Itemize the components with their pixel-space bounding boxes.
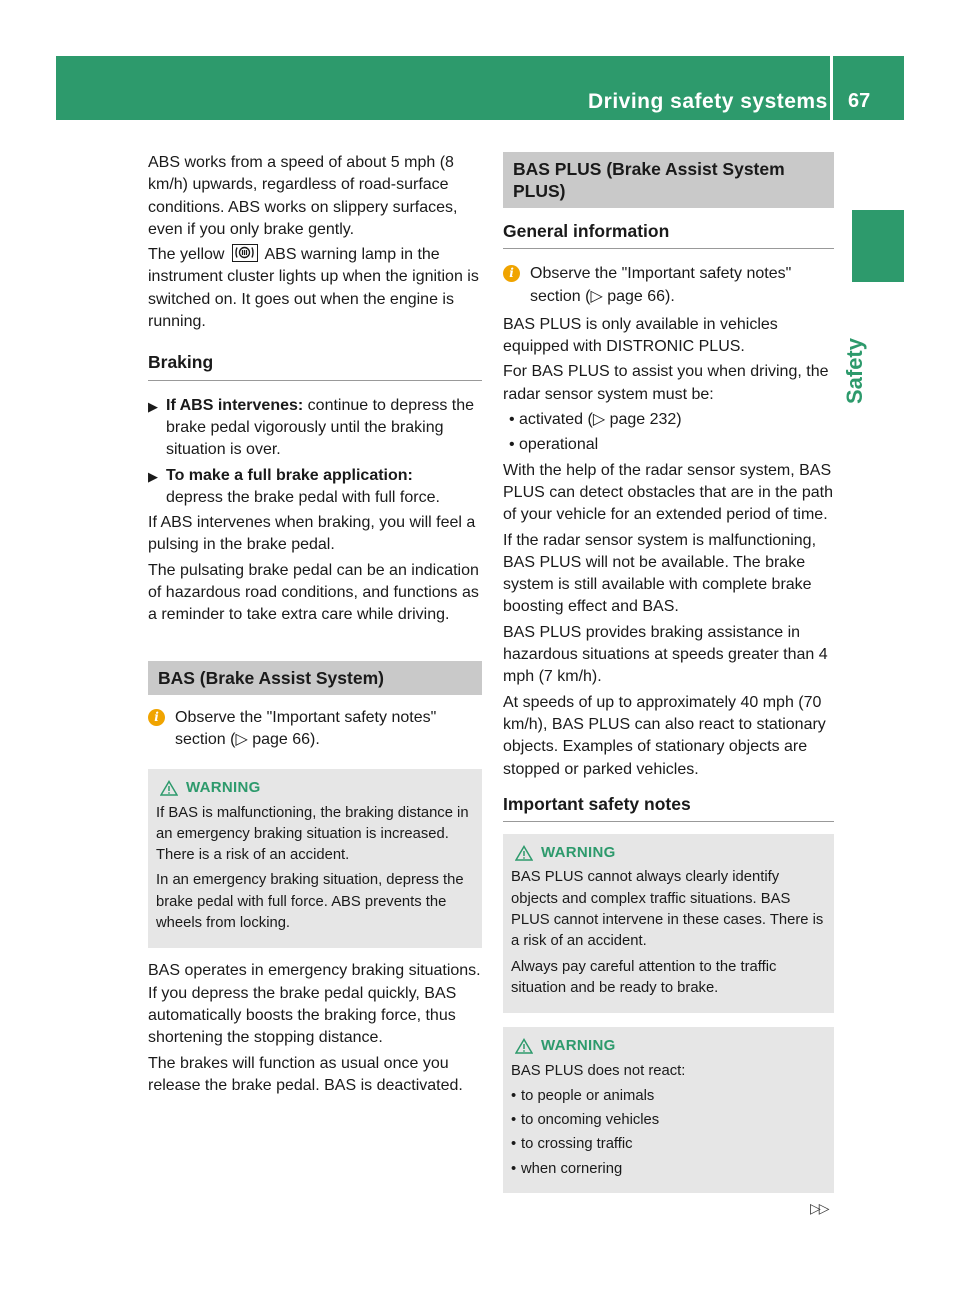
warning-header: [511, 842, 826, 863]
step-bold: If ABS intervenes:: [166, 396, 304, 414]
radar-detect-paragraph: With the help of the radar sensor system, BAS PLUS can detect obstacles that are in the path of your vehicle for an extended period of time.: [503, 461, 833, 524]
side-tab-marker: [852, 210, 904, 282]
warning-triangle-icon: [515, 845, 533, 861]
continue-arrows-icon: ▷▷: [810, 1200, 828, 1216]
bullet-dot: •: [511, 1112, 517, 1129]
bullet-dot: •: [511, 1087, 517, 1104]
step-text: [166, 465, 440, 510]
abs-pulsing-paragraph: If ABS intervenes when braking, you will feel a pulsing in the brake pedal.: [148, 514, 476, 554]
bas-plus-info-note: [503, 263, 834, 308]
warning-triangle-icon: [515, 1038, 533, 1054]
step-arrow-icon: ▶: [148, 398, 158, 414]
right-column: [503, 152, 834, 1203]
bas-operates-paragraph: BAS operates in emergency braking situations. If you depress the brake pedal quickly, BAS automatically boosts the braking force, thus shortening the stopping distance.: [148, 962, 481, 1047]
list-item-text: operational: [519, 436, 599, 454]
abs-speed-paragraph: ABS works from a speed of about 5 mph (8 km/h) upwards, regardless of road-surface conditions. ABS works on slippery surfaces, even if you only brake gently.: [148, 154, 458, 238]
abs-lamp-text-before: The yellow: [148, 246, 225, 264]
header-divider: [830, 56, 833, 120]
list-item-text: when cornering: [521, 1160, 623, 1177]
list-item: [511, 1159, 826, 1180]
bas-plus-warning-box-1: [503, 834, 834, 1013]
abs-warning-lamp-icon: [232, 244, 258, 262]
step-bold: To make a full brake application:: [166, 466, 413, 484]
step-abs-intervenes: [148, 395, 482, 462]
warning-text: In an emergency braking situation, depress the brake pedal with full force. ABS prevents the wheels from locking.: [156, 872, 464, 932]
stationary-objects-paragraph: At speeds of up to approximately 40 mph (70 km/h), BAS PLUS can also react to stationary objects. Examples of stationary objects are stopped or parked vehicles.: [503, 693, 826, 778]
warning-label: WARNING: [541, 1037, 616, 1055]
abs-lamp-paragraph: [148, 244, 482, 333]
bas-deactivated-paragraph: The brakes will function as usual once you release the brake pedal. BAS is deactivated.: [148, 1054, 463, 1094]
list-item: [503, 434, 834, 456]
warning-label: WARNING: [186, 779, 261, 797]
bullet-dot: •: [511, 1160, 517, 1177]
step-full-brake: [148, 465, 482, 510]
list-item: [511, 1134, 826, 1155]
side-tab-label: [842, 338, 878, 418]
warning-triangle-icon: [160, 780, 178, 796]
bullet-dot: •: [509, 436, 515, 454]
list-item: [511, 1086, 826, 1107]
braking-assistance-paragraph: BAS PLUS provides braking assistance in hazardous situations at speeds greater than 4 mph (7 km/h).: [503, 623, 828, 686]
bas-plus-heading: BAS PLUS (Brake Assist System PLUS): [503, 152, 834, 208]
warning-label: WARNING: [541, 844, 616, 862]
header-title: Driving safety systems: [588, 90, 828, 113]
bas-plus-info-text: Observe the "Important safety notes" section (▷ page 66).: [530, 265, 792, 305]
info-icon: i: [148, 709, 165, 726]
step-body: depress the brake pedal with full force.: [166, 488, 440, 506]
step-body: continue to depress the brake pedal vigorously until the braking situation is over.: [166, 396, 474, 459]
abs-lamp-text-after: ABS warning lamp in the instrument cluster lights up when the ignition is switched on. It goes out when the engine is running.: [148, 246, 479, 331]
bullet-dot: •: [511, 1136, 517, 1153]
list-item-text: activated (▷ page 232): [519, 411, 682, 429]
info-icon: i: [503, 265, 520, 282]
warning-text: BAS PLUS cannot always clearly identify objects and complex traffic situations. BAS PLUS cannot intervene in these cases. There is a risk of an accident.: [511, 869, 824, 950]
bas-info-note: [148, 707, 482, 752]
list-item-text: to oncoming vehicles: [521, 1112, 660, 1129]
bullet-dot: •: [509, 411, 515, 429]
warning-header: [156, 777, 474, 798]
list-item-text: to people or animals: [521, 1087, 655, 1104]
warning-text: BAS PLUS does not react:: [511, 1062, 686, 1079]
list-item: [511, 1110, 826, 1131]
radar-malfunction-paragraph: If the radar sensor system is malfunctioning, BAS PLUS will not be available. The brake system is still available with complete brake boosting effect and BAS.: [503, 531, 817, 616]
page-header-bar: [56, 56, 904, 120]
list-item: [503, 409, 834, 431]
important-safety-heading: Important safety notes: [503, 793, 834, 822]
bas-plus-warning-box-2: [503, 1027, 834, 1193]
step-text: [166, 395, 482, 462]
page-number: 67: [848, 90, 871, 112]
bas-heading: BAS (Brake Assist System): [148, 661, 482, 695]
list-item-text: to crossing traffic: [521, 1136, 633, 1153]
general-info-heading: General information: [503, 220, 834, 249]
warning-text: If BAS is malfunctioning, the braking distance in an emergency braking situation is increased. There is a risk of an accident.: [156, 804, 469, 864]
side-tab-label-text: Safety: [842, 338, 867, 405]
distronic-paragraph: BAS PLUS is only available in vehicles equipped with DISTRONIC PLUS.: [503, 315, 778, 356]
warning-header: [511, 1035, 826, 1056]
radar-must-be-paragraph: For BAS PLUS to assist you when driving, the radar sensor system must be:: [503, 363, 829, 403]
braking-heading: Braking: [148, 351, 482, 380]
bas-info-text: Observe the "Important safety notes" section (▷ page 66).: [175, 708, 437, 748]
bas-warning-box: [148, 769, 482, 948]
step-arrow-icon: ▶: [148, 468, 158, 484]
warning-text: Always pay careful attention to the traffic situation and be ready to brake.: [511, 958, 777, 996]
left-column: [148, 152, 482, 1100]
abs-pulsating-paragraph: The pulsating brake pedal can be an indication of hazardous road conditions, and functions as a reminder to take extra care while driving.: [148, 561, 479, 624]
